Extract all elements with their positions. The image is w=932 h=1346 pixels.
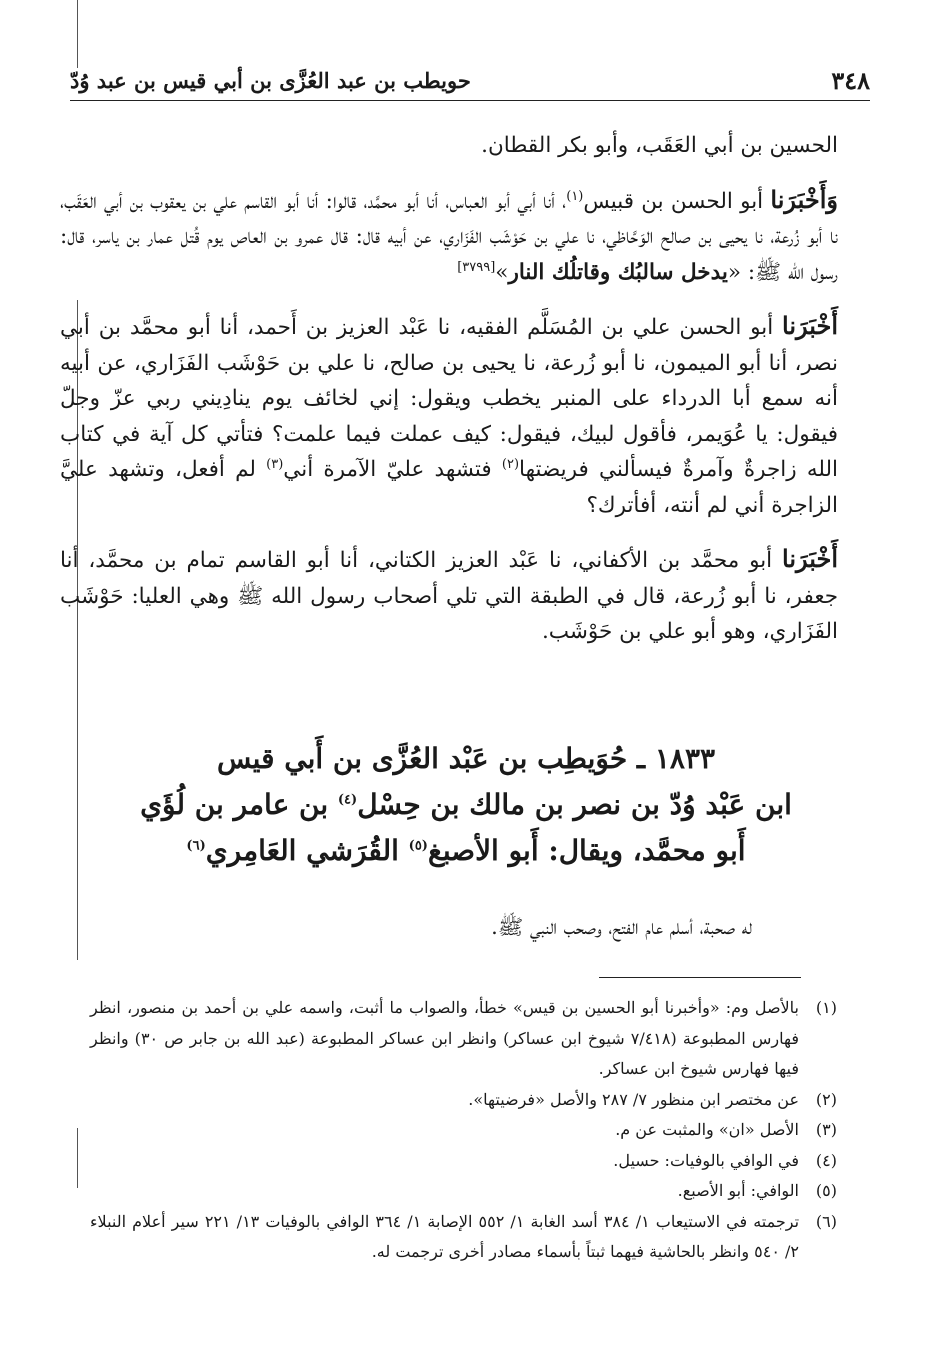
paragraph-2 bbox=[60, 182, 838, 291]
footnotes bbox=[90, 993, 837, 1268]
entry-title-line-1: ١٨٣٣ ـ حُوَيطِب بن عَبْد العُزَّى بن أَبي قيس bbox=[216, 742, 716, 775]
footnote bbox=[90, 1207, 837, 1268]
entry-title-text: القُرَشي العَامِري bbox=[205, 834, 409, 867]
footnote-marker-5: (٥) bbox=[408, 838, 428, 854]
hadith-quote: يدخل سالبُك وقاتلُك النار bbox=[508, 259, 728, 285]
footnote-text: في الوافي بالوفيات: حسيل. bbox=[613, 1150, 799, 1170]
running-header bbox=[70, 64, 870, 101]
entry-intro: له صحبة، أسلم عام الفتح، وصحب النبي ﷺ. bbox=[491, 915, 752, 939]
margin-rule-top bbox=[77, 0, 78, 68]
paragraph-1: الحسين بن أبي العَقَب، وأبو بكر القطان. bbox=[481, 133, 838, 158]
footnote-marker-1: (١) bbox=[566, 188, 584, 204]
main-text bbox=[60, 128, 838, 650]
footnote-number: (٥) bbox=[815, 1181, 837, 1200]
footnote bbox=[90, 993, 837, 1085]
entry-title-text: ابن عَبْد وُدّ بن نصر بن مالك بن حِسْل bbox=[357, 788, 792, 821]
running-title: حويطب بن عبد العُزَّى بن أبي قيس بن عبد وُدّ bbox=[70, 68, 471, 93]
page-number: ٣٤٨ bbox=[831, 66, 870, 95]
paragraph-3 bbox=[60, 308, 838, 523]
margin-rule-bottom bbox=[77, 1128, 78, 1188]
footnote-marker-4: (٤) bbox=[337, 792, 358, 808]
paragraph-keyword: أَخْبَرَنا bbox=[782, 544, 838, 573]
paragraph-text: أبو محمَّد بن الأكفاني، نا عَبْد العزيز الكتاني، أنا أبو القاسم تمام بن محمَّد، أنا جعفر، نا أبو زُرعة، قال في الطبقة التي تلي أصحاب رسول الله ﷺ وهي العليا: حَوْشَب الفَزَاري، وهو أبو علي بن حَوْشَب. bbox=[60, 548, 838, 644]
footnote-marker-3: (٣) bbox=[266, 456, 284, 472]
footnote bbox=[90, 1146, 837, 1177]
entry-title bbox=[60, 736, 872, 874]
paragraph-text: ، أنا أبي أبو العباس، أنا أبو محمَّد، قالوا: أنا أبو القاسم علي بن يعقوب بن أبي العَقَب، نا أبو زُرعة، نا يحيى بن صالح الوَحَّاظي، نا علي بن حَوْشَب الفَزَاري، عن أبيه قال: قال عمرو بن العاص يوم قُتل عمار بن ياسر، قال: رسول الله ﷺ: « bbox=[60, 188, 838, 285]
footnote-marker-6: (٦) bbox=[186, 838, 206, 854]
footnote bbox=[90, 1085, 837, 1116]
footnote-text: ترجمته في الاستيعاب ١/ ٣٨٤ أسد الغابة ١/ ٥٥٢ الإصابة ١/ ٣٦٤ الوافي بالوفيات ١٣/ ٢٢١ سير أعلام النبلاء ٢/ ٥٤٠ وانظر بالحاشية فيهما ثبتاً بأسماء مصادر أخرى ترجمت له. bbox=[90, 1211, 800, 1261]
paragraph-text: لم أفعل، وتشهد عليَّ الزاجرة أني لم أنته، أفأترك؟ bbox=[60, 457, 838, 518]
paragraph-text: فتشهد عليّ الآمرة أني bbox=[283, 457, 502, 482]
entry-title-line-2 bbox=[60, 782, 872, 828]
footnote-number: (٦) bbox=[815, 1211, 837, 1231]
footnote-text: بالأصل وم: «وأخبرنا أبو الحسين بن قيس» خطأ، والصواب ما أثبت، واسمه علي بن أحمد بن منصور، انظر فهارس المطبوعة (٧/٤١٨ شيوخ ابن عساكر) وانظر ابن عساكر المطبوعة (عبد الله بن جابر ص ٣٠) وانظر فيها فهارس شيوخ ابن عساكر. bbox=[90, 998, 800, 1078]
footnote-number: (٣) bbox=[815, 1120, 837, 1139]
paragraph-4 bbox=[60, 541, 838, 650]
paragraph-text: أبو الحسن علي بن المُسَلَّم الفقيه، نا عَبْد العزيز بن أَحمد، أنا أبو محمَّد بن أبي نصر، أنا أبو الميمون، نا أبو زُرعة، نا يحيى بن صالح، نا علي بن حَوْشَب الفَزَاري، عن أبيه أنه سمع أبا الدرداء على المنبر يخطب ويقول: إني لخائف يوم ينادِيني ربي عزّ وجلّ فيقول: يا عُوَيمر، فأقول لبيك، فيقول: كيف عملت فيما علمت؟ فتأتي كل آية في كتاب الله زاجرةٌ وآمرةٌ فيسألني فريضتها bbox=[60, 315, 838, 482]
footnote-number: (٢) bbox=[815, 1089, 837, 1109]
footnote-text: عن مختصر ابن منظور ٧/ ٢٨٧ والأصل «فرضيتها». bbox=[468, 1089, 799, 1109]
footnote-text: الوافي: أبو الأصبع. bbox=[677, 1181, 799, 1200]
footnote bbox=[90, 1176, 837, 1207]
footnote bbox=[90, 1115, 837, 1146]
footnote-number: (١) bbox=[815, 998, 837, 1017]
entry-title-text: أَبو محمَّد، ويقال: أَبو الأصبغ bbox=[427, 834, 746, 867]
entry-title-text: بن عامر بن لُؤَي bbox=[140, 788, 338, 821]
hadith-reference: [٣٧٩٩] bbox=[457, 259, 496, 275]
entry-title-line-3 bbox=[60, 828, 872, 874]
paragraph-text: أبو الحسن بن قبيس bbox=[583, 188, 771, 214]
footnote-text: الأصل «ان» والمثبت عن م. bbox=[615, 1120, 799, 1139]
paragraph-keyword: وَأَخْبَرَنا bbox=[770, 184, 838, 214]
footnote-number: (٤) bbox=[815, 1150, 837, 1170]
paragraph-keyword: أَخْبَرَنا bbox=[782, 311, 838, 340]
footnote-marker-2: (٢) bbox=[501, 456, 520, 472]
footnote-separator bbox=[599, 977, 801, 978]
paragraph-text: » bbox=[495, 259, 509, 285]
